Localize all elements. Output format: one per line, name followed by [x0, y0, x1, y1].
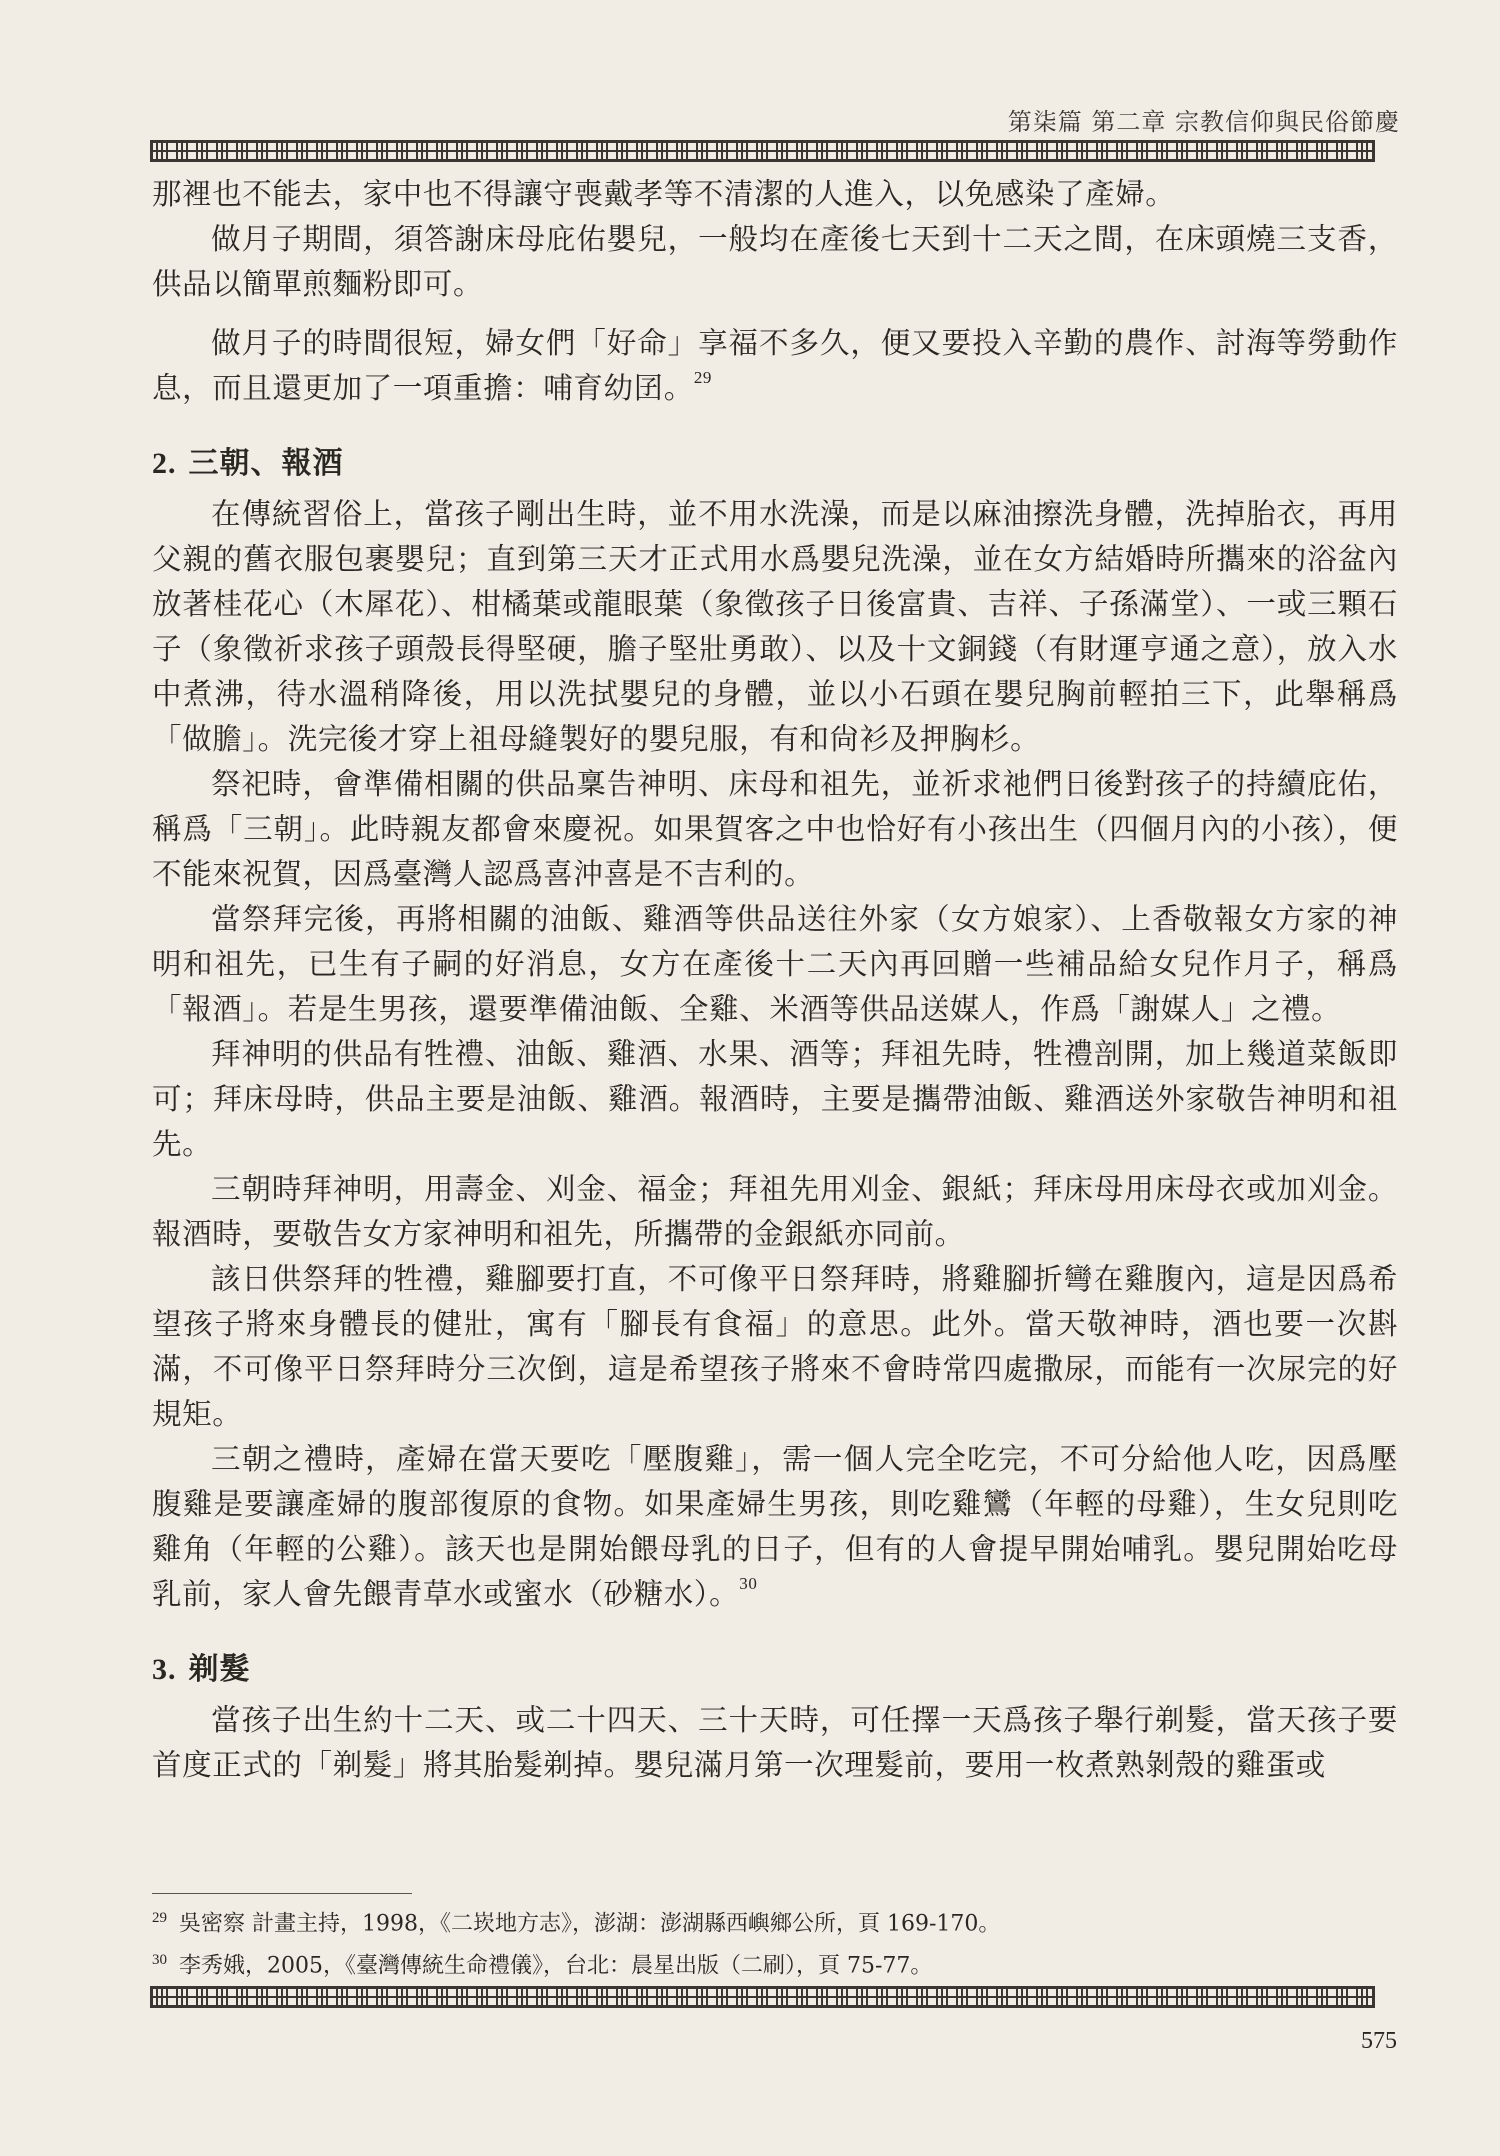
paragraph: 那裡也不能去，家中也不得讓守喪戴孝等不清潔的人進入，以免感染了產婦。: [152, 177, 1176, 211]
footnotes: [152, 1900, 1302, 1985]
section-heading-3: [152, 1647, 1398, 1692]
running-head: 第柒篇 第二章 宗教信仰與民俗節慶: [1007, 108, 1400, 136]
footnote-29: [152, 1900, 1302, 1942]
section-title: 三朝、報酒: [188, 446, 344, 481]
paragraph: 祭祀時，會準備相關的供品稟告神明、床母和祖先，並祈求祂們日後對孩子的持續庇佑，稱爲「三朝」。此時親友都會來慶祝。如果賀客之中也恰好有小孩出生（四個月內的小孩），便不能來祝賀，因爲臺灣人認爲喜沖喜是不吉利的。: [152, 767, 1398, 891]
body-text: [152, 172, 1398, 1788]
section-number: 3.: [152, 1653, 177, 1686]
paragraph-text: 三朝之禮時，產婦在當天要吃「壓腹雞」，需一個人完全吃完，不可分給他人吃，因爲壓腹雞是要讓產婦的腹部復原的食物。如果產婦生男孩，則吃雞鸞（年輕的母雞），生女兒則吃雞角（年輕的公雞）。該天也是開始餵母乳的日子，但有的人會提早開始哺乳。嬰兒開始吃母乳前，家人會先餵青草水或蜜水（砂糖水）。: [152, 1442, 1398, 1611]
footnote-30: [152, 1942, 1302, 1984]
section-title: 剃髮: [188, 1652, 251, 1687]
paragraph: 當孩子出生約十二天、或二十四天、三十天時，可任擇一天爲孩子舉行剃髮，當天孩子要首度正式的「剃髮」將其胎髮剃掉。嬰兒滿月第一次理髮前，要用一枚煮熟剝殼的雞蛋或: [152, 1703, 1398, 1782]
paragraph: 在傳統習俗上，當孩子剛出生時，並不用水洗澡，而是以麻油擦洗身體，洗掉胎衣，再用父親的舊衣服包裹嬰兒；直到第三天才正式用水爲嬰兒洗澡，並在女方結婚時所攜來的浴盆內放著桂花心（木犀花）、柑橘葉或龍眼葉（象徵孩子日後富貴、吉祥、子孫滿堂）、一或三顆石子（象徵祈求孩子頭殼長得堅硬，膽子堅壯勇敢）、以及十文銅錢（有財運亨通之意），放入水中煮沸，待水溫稍降後，用以洗拭嬰兒的身體，並以小石頭在嬰兒胸前輕拍三下，此舉稱爲「做膽」。洗完後才穿上祖母縫製好的嬰兒服，有和尙衫及押胸杉。: [152, 497, 1398, 756]
footnote-ref[interactable]: 30: [739, 1574, 758, 1594]
footnote-ref[interactable]: 29: [693, 368, 713, 388]
page-number: 575: [1361, 2028, 1397, 2054]
paragraph: 做月子期間，須答謝床母庇佑嬰兒，一般均在產後七天到十二天之間，在床頭燒三支香，供品以簡單煎麵粉即可。: [152, 222, 1398, 301]
paragraph: 當祭拜完後，再將相關的油飯、雞酒等供品送往外家（女方娘家）、上香敬報女方家的神明和祖先，已生有子嗣的好消息，女方在產後十二天內再回贈一些補品給女兒作月子，稱爲「報酒」。若是生男孩，還要準備油飯、全雞、米酒等供品送媒人，作爲「謝媒人」之禮。: [152, 902, 1398, 1026]
top-decorative-border: [150, 140, 1375, 162]
footnote-rule: [152, 1893, 412, 1894]
paragraph: [152, 1437, 1398, 1617]
paragraph-text: 做月子的時間很短，婦女們「好命」享福不多久，便又要投入辛勤的農作、討海等勞動作息，而且還更加了一項重擔：哺育幼囝。: [152, 326, 1398, 405]
footnote-text: 吳密察 計畫主持，1998，《二崁地方志》，澎湖：澎湖縣西嶼鄉公所，頁 169-170。: [179, 1911, 1001, 1937]
paragraph: 拜神明的供品有牲禮、油飯、雞酒、水果、酒等；拜祖先時，牲禮剖開，加上幾道菜飯即可；拜床母時，供品主要是油飯、雞酒。報酒時，主要是攜帶油飯、雞酒送外家敬告神明和祖先。: [152, 1037, 1398, 1161]
paragraph: [152, 321, 1398, 411]
section-heading-2: [152, 441, 1398, 486]
bottom-decorative-border: [150, 1986, 1375, 2008]
paragraph: 三朝時拜神明，用壽金、刈金、福金；拜祖先用刈金、銀紙；拜床母用床母衣或加刈金。報酒時，要敬告女方家神明和祖先，所攜帶的金銀紙亦同前。: [152, 1172, 1398, 1251]
footnote-text: 李秀娥，2005，《臺灣傳統生命禮儀》，台北：晨星出版（二刷），頁 75-77。: [179, 1953, 933, 1979]
section-number: 2.: [152, 447, 177, 480]
footnote-mark: 30: [152, 1952, 167, 1969]
paragraph: 該日供祭拜的牲禮，雞腳要打直，不可像平日祭拜時，將雞腳折彎在雞腹內，這是因爲希望孩子將來身體長的健壯，寓有「腳長有食福」的意思。此外。當天敬神時，酒也要一次斟滿，不可像平日祭拜時分三次倒，這是希望孩子將來不會時常四處撒尿，而能有一次尿完的好規矩。: [152, 1262, 1398, 1431]
footnote-mark: 29: [152, 1910, 167, 1926]
